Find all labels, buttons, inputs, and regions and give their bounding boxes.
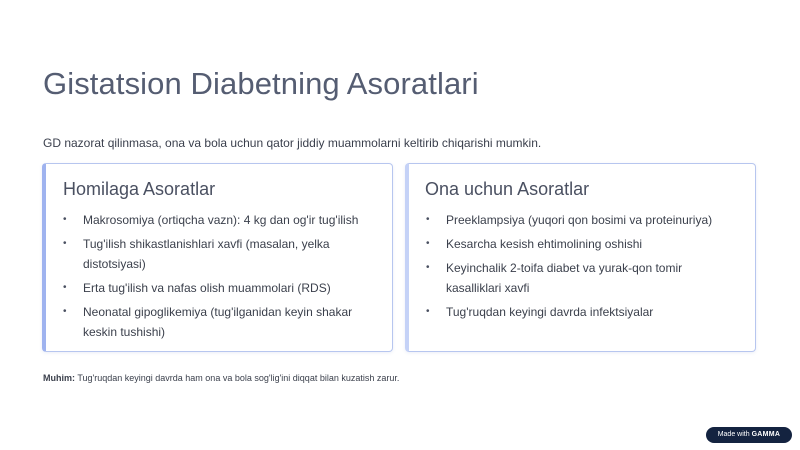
bullet-icon: •	[63, 214, 67, 225]
list-item	[63, 278, 376, 298]
bullet-icon: •	[426, 262, 430, 273]
bullet-icon: •	[63, 238, 67, 249]
list-item	[63, 234, 376, 274]
card-title: Ona uchun Asoratlar	[425, 179, 590, 199]
list-item	[426, 210, 739, 230]
list-item-text: Tug'ruqdan keyingi davrda infektsiyalar	[446, 305, 654, 319]
list-item-text: Tug'ilish shikastlanishlari xavfi (masalan, yelka distotsiyasi)	[83, 237, 330, 271]
note-text: Tug'ruqdan keyingi davrda ham ona va bola sog'lig'ini diqqat bilan kuzatish zarur.	[77, 373, 400, 383]
bullet-icon: •	[426, 238, 430, 249]
list-item	[63, 210, 376, 230]
maternal-complications-card	[405, 163, 756, 352]
bullet-list	[409, 210, 755, 322]
card-title: Homilaga Asoratlar	[63, 179, 216, 199]
badge-brand: GAMMA	[751, 431, 781, 438]
bullet-icon: •	[426, 214, 430, 225]
list-item-text: Kesarcha kesish ehtimolining oshishi	[446, 237, 643, 251]
bullet-icon: •	[63, 306, 67, 317]
important-note	[43, 373, 399, 383]
list-item-text: Neonatal gipoglikemiya (tug'ilganidan keyin shakar keskin tushishi)	[83, 305, 353, 339]
list-item-text: Preeklampsiya (yuqori qon bosimi va proteinuriya)	[446, 213, 713, 227]
badge-prefix: Made with	[717, 431, 750, 438]
list-item-text: Makrosomiya (ortiqcha vazn): 4 kg dan og'ir tug'ilish	[83, 213, 359, 227]
list-item	[426, 302, 739, 322]
note-label: Muhim:	[43, 373, 75, 383]
bullet-icon: •	[63, 282, 67, 293]
made-with-gamma-badge[interactable]	[706, 427, 792, 443]
list-item	[426, 234, 739, 254]
bullet-list	[46, 210, 392, 342]
list-item	[63, 302, 376, 342]
slide-subtitle: GD nazorat qilinmasa, ona va bola uchun qator jiddiy muammolarni keltirib chiqarishi mumkin.	[43, 136, 542, 150]
list-item	[426, 258, 739, 298]
list-item-text: Erta tug'ilish va nafas olish muammolari (RDS)	[83, 281, 331, 295]
bullet-icon: •	[426, 306, 430, 317]
fetal-complications-card	[42, 163, 393, 352]
slide-title: Gistatsion Diabetning Asoratlari	[43, 66, 479, 101]
list-item-text: Keyinchalik 2-toifa diabet va yurak-qon tomir kasalliklari xavfi	[446, 261, 683, 295]
